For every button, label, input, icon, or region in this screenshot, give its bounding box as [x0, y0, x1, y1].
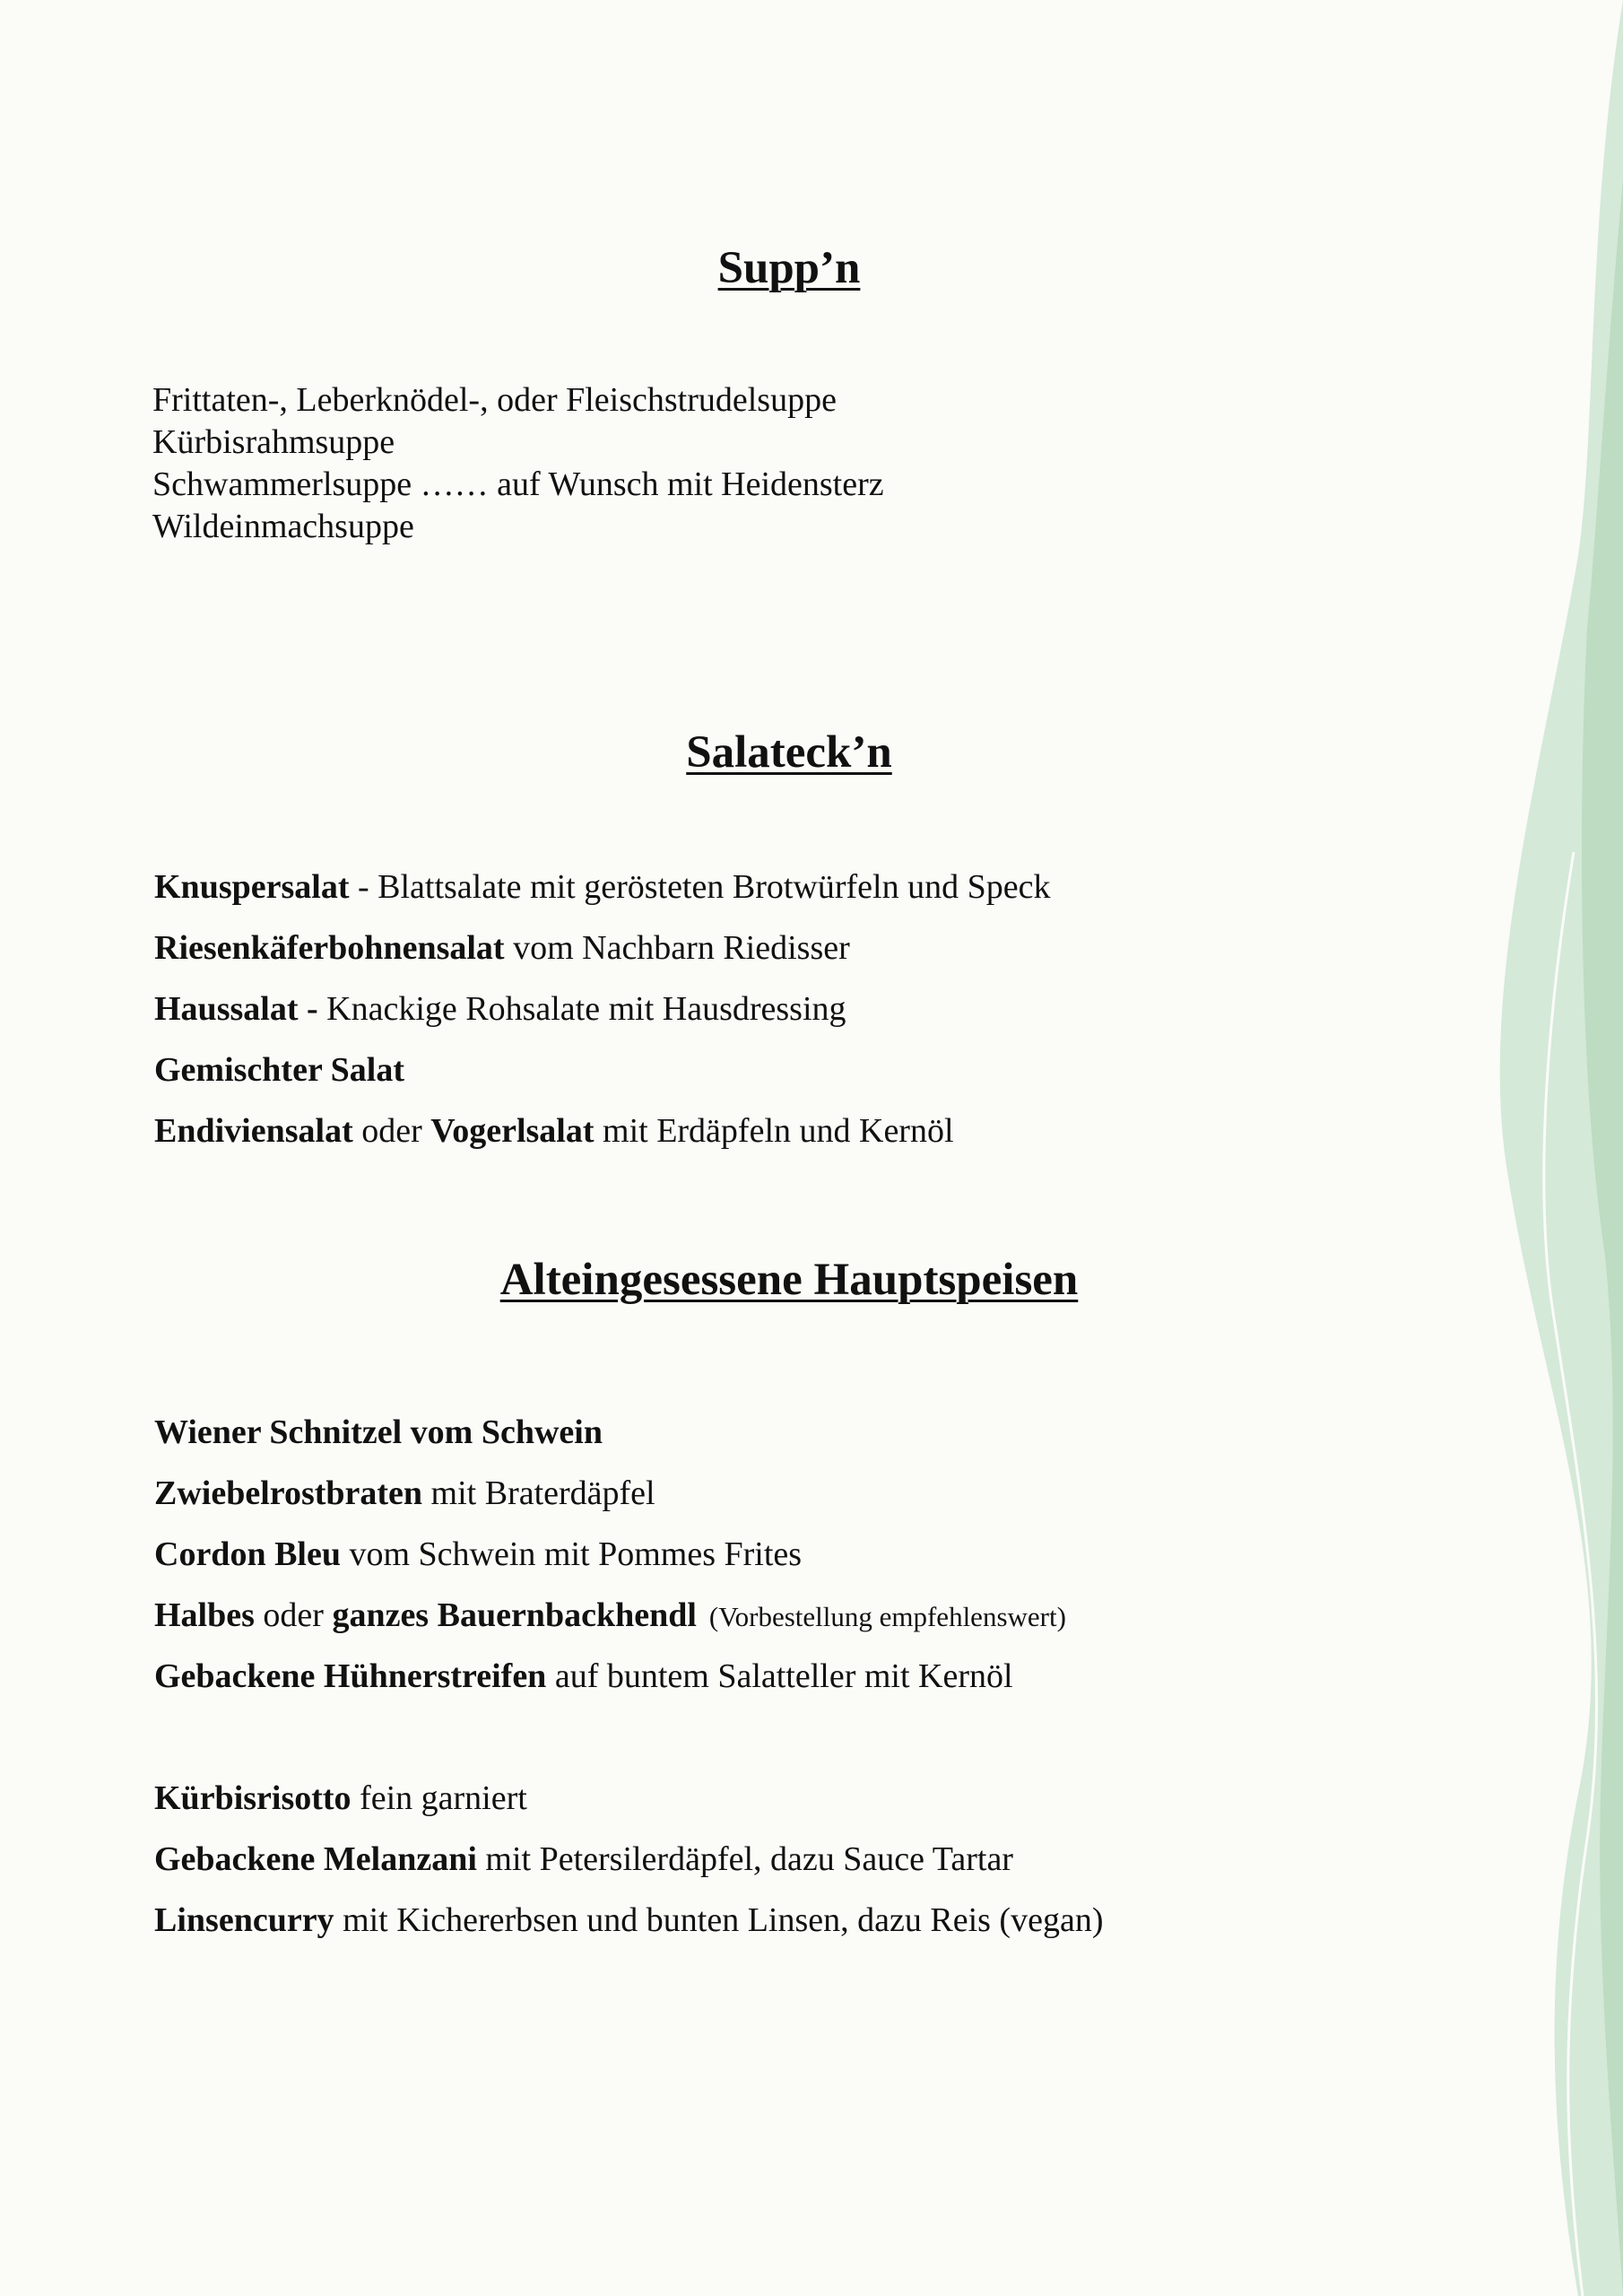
soups-heading: Supp’n — [717, 243, 861, 293]
preorder-note: (Vorbestellung empfehlenswert) — [708, 1601, 1066, 1632]
salads-list — [154, 857, 1050, 1161]
soup-item: Schwammerlsuppe …… auf Wunsch mit Heidensterz — [152, 465, 884, 503]
salad-item: Riesenkäferbohnensalat vom Nachbarn Riedisser — [154, 929, 850, 967]
main-item: Gebackene Hühnerstreifen auf buntem Salatteller mit Kernöl — [154, 1657, 1013, 1695]
section-gap — [154, 1707, 1103, 1768]
mains-heading: Alteingesessene Hauptspeisen — [499, 1255, 1079, 1305]
soup-item: Kürbisrahmsuppe — [152, 423, 395, 461]
main-item: Wiener Schnitzel vom Schwein — [154, 1413, 603, 1451]
salad-item: Knuspersalat - Blattsalate mit gerösteten Brotwürfeln und Speck — [154, 868, 1051, 906]
green-ribbon-decoration — [1444, 0, 1623, 2296]
soups-list — [152, 379, 884, 548]
salads-heading: Salateck’n — [686, 727, 892, 778]
veg-item: Linsencurry mit Kichererbsen und bunten Linsen, dazu Reis (vegan) — [154, 1901, 1104, 1939]
main-item: Halbes oder ganzes Bauernbackhendl (Vorbestellung empfehlenswert) — [154, 1596, 1066, 1634]
veg-item: Kürbisrisotto fein garniert — [154, 1779, 527, 1817]
salad-item: Haussalat - Knackige Rohsalate mit Hausdressing — [154, 990, 846, 1028]
main-item: Zwiebelrostbraten mit Braterdäpfel — [154, 1474, 655, 1512]
salad-item: Endiviensalat oder Vogerlsalat mit Erdäpfeln und Kernöl — [154, 1112, 954, 1150]
mains-list — [154, 1402, 1103, 1951]
salad-item: Gemischter Salat — [154, 1051, 404, 1089]
main-item: Cordon Bleu vom Schwein mit Pommes Frites — [154, 1535, 803, 1573]
veg-item: Gebackene Melanzani mit Petersilerdäpfel, dazu Sauce Tartar — [154, 1840, 1013, 1878]
soup-item: Wildeinmachsuppe — [152, 508, 414, 545]
soup-item: Frittaten-, Leberknödel-, oder Fleischstrudelsuppe — [152, 381, 837, 419]
